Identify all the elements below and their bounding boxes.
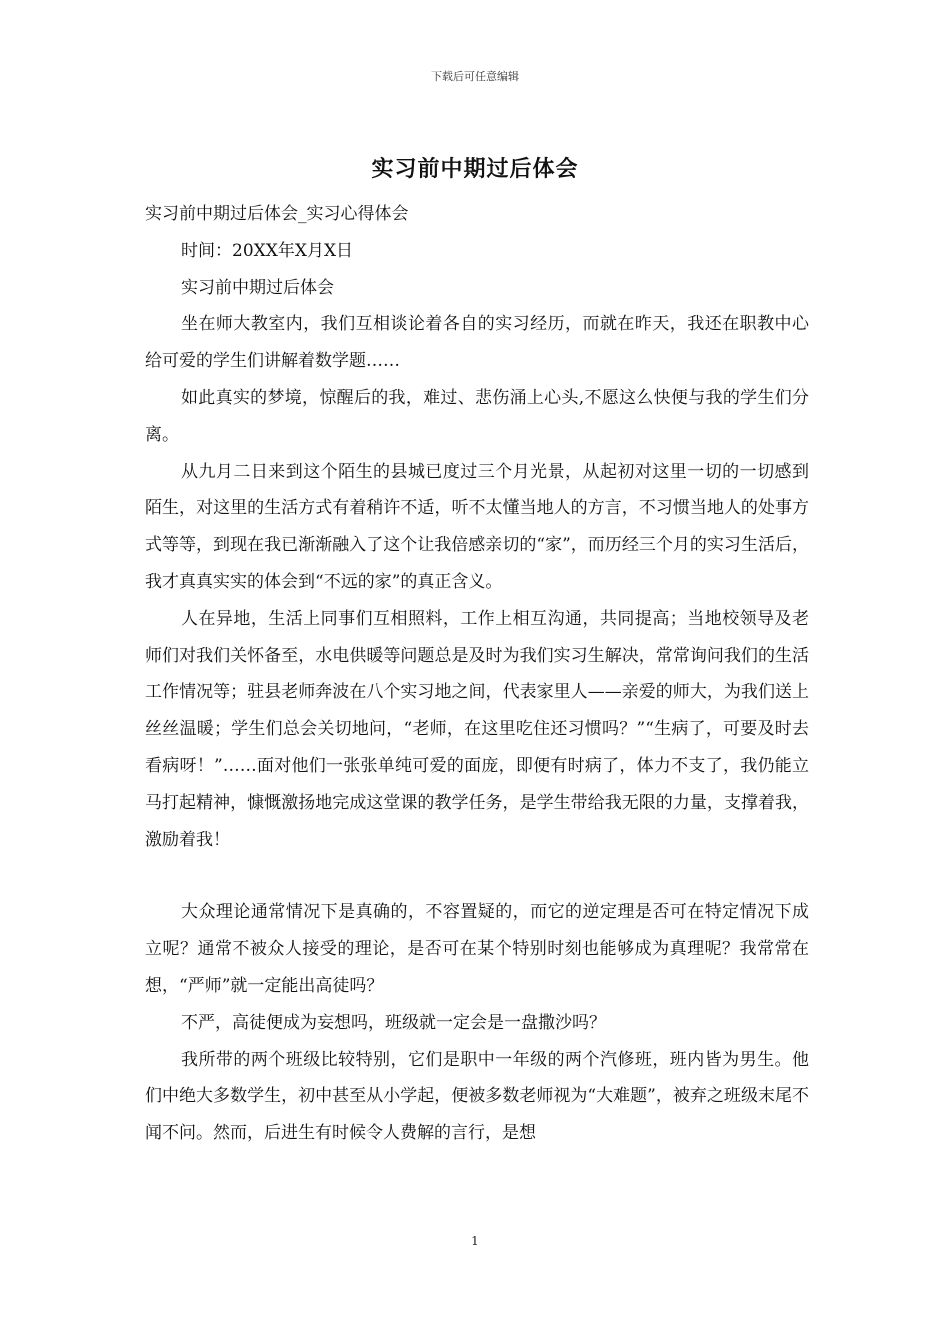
document-subtitle: 实习前中期过后体会_实习心得体会 [145,204,409,224]
paragraph: 大众理论通常情况下是真确的，不容置疑的，而它的逆定理是否可在特定情况下成立呢？通常不被众人接受的理论，是否可在某个特别时刻也能够成为真理呢？我常常在想，“严师”就一定能出高徒吗？ [145,902,809,996]
header-note: 下载后可任意编辑 [431,70,519,83]
paragraph: 我所带的两个班级比较特别，它们是职中一年级的两个汽修班，班内皆为男生。他们中绝大多数学生，初中甚至从小学起，便被多数老师视为“大难题”，被弃之班级末尾不闻不问。然而，后进生有时候令人费解的言行，是想 [145,1049,809,1144]
document-title: 实习前中期过后体会 [371,157,579,182]
paragraph: 从九月二日来到这个陌生的县城已度过三个月光景，从起初对这里一切的一切感到陌生，对这里的生活方式有着稍许不适，听不太懂当地人的方言，不习惯当地人的处事方式等等，到现在我已渐渐融入了这个让我倍感亲切的“家”，而历经三个月的实习生活后，我才真真实实的体会到“不远的家”的真正含义。 [145,461,809,592]
document-body [145,196,809,1152]
date-line: 时间：20XX年X月X日 [181,240,354,261]
section-heading: 实习前中期过后体会 [181,277,334,298]
paragraph: 如此真实的梦境，惊醒后的我，难过、悲伤涌上心头,不愿这么快便与我的学生们分离。 [145,387,809,445]
paragraph: 人在异地，生活上同事们互相照料，工作上相互沟通，共同提高；当地校领导及老师们对我们关怀备至，水电供暖等问题总是及时为我们实习生解决，常常询问我们的生活工作情况等；驻县老师奔波在八个实习地之间，代表家里人——亲爱的师大，为我们送上丝丝温暖；学生们总会关切地问，“老师，在这里吃住还习惯吗？”“生病了，可要及时去看病呀！”……面对他们一张张单纯可爱的面庞，即便有时病了，体力不支了，我仍能立马打起精神，慷慨激扬地完成这堂课的教学任务，是学生带给我无限的力量，支撑着我，激励着我！ [145,608,809,850]
paragraph: 不严，高徒便成为妄想吗，班级就一定会是一盘撒沙吗？ [181,1012,606,1033]
paragraph: 坐在师大教室内，我们互相谈论着各自的实习经历，而就在昨天，我还在职教中心给可爱的学生们讲解着数学题…… [145,314,809,372]
page-number: 1 [471,1234,479,1248]
paragraph-gap [145,858,809,894]
